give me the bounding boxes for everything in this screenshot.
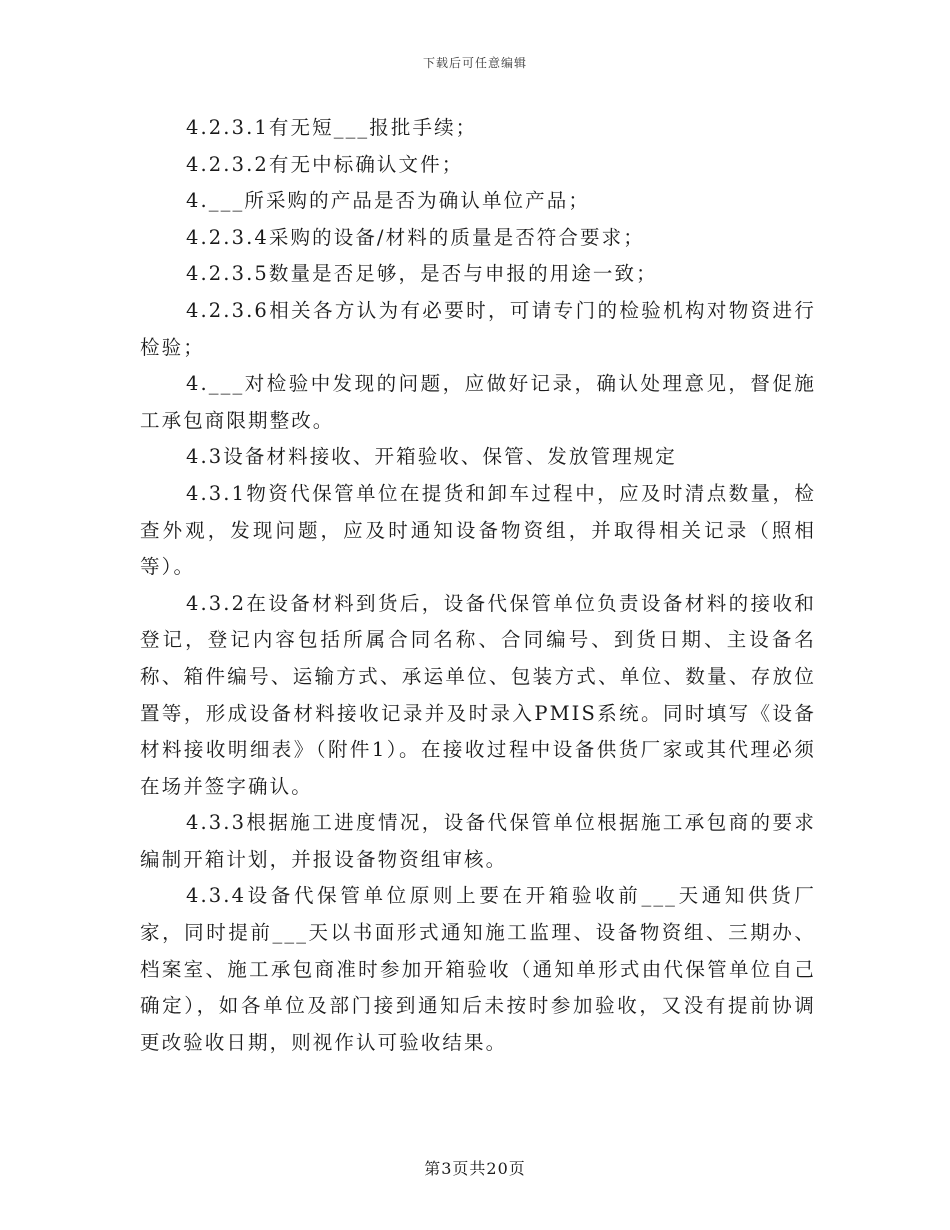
paragraph-4-3-1: 4.3.1物资代保管单位在提货和卸车过程中，应及时清点数量，检查外观，发现问题，应及时通知设备物资组，并取得相关记录（照相等）。	[140, 481, 816, 579]
section-heading-4-3: 4.3设备材料接收、开箱验收、保管、发放管理规定	[186, 445, 677, 469]
paragraph-4-2-3-2: 4.2.3.2有无中标确认文件；	[186, 152, 464, 176]
paragraph-4-2-3-7: 4.___对检验中发现的问题，应做好记录，确认处理意见，督促施工承包商限期整改。	[140, 372, 816, 432]
paragraph-4-2-3-6: 4.2.3.6相关各方认为有必要时，可请专门的检验机构对物资进行检验；	[140, 298, 816, 359]
paragraph-4-2-3-4: 4.2.3.4采购的设备/材料的质量是否符合要求；	[186, 225, 645, 249]
paragraph-4-3-2: 4.3.2在设备材料到货后，设备代保管单位负责设备材料的接收和登记，登记内容包括所属合同名称、合同编号、到货日期、主设备名称、箱件编号、运输方式、承运单位、包装方式、单位、数量、存放位置等，形成设备材料接收记录并及时录入PMIS系统。同时填写《设备材料接收明细表》（附件1）。在接收过程中设备供货厂家或其代理必须在场并签字确认。	[140, 591, 816, 798]
page-number: 第3页共20页	[424, 1159, 526, 1178]
paragraph-4-2-3-3: 4.___所采购的产品是否为确认单位产品；	[186, 189, 590, 213]
document-body	[140, 110, 816, 1061]
paragraph-4-2-3-5: 4.2.3.5数量是否足够，是否与申报的用途一致；	[186, 262, 658, 286]
paragraph-4-3-3: 4.3.3根据施工进度情况，设备代保管单位根据施工承包商的要求编制开箱计划，并报设备物资组审核。	[140, 811, 816, 871]
paragraph-4-3-4: 4.3.4设备代保管单位原则上要在开箱验收前___天通知供货厂家，同时提前___天以书面形式通知施工监理、设备物资组、三期办、档案室、施工承包商准时参加开箱验收（通知单形式由代保管单位自己确定），如各单位及部门接到通知后未按时参加验收，又没有提前协调更改验收日期，则视作认可验收结果。	[140, 884, 816, 1054]
page-header: 下载后可任意编辑	[422, 56, 527, 70]
paragraph-4-2-3-1: 4.2.3.1有无短___报批手续；	[186, 116, 478, 139]
